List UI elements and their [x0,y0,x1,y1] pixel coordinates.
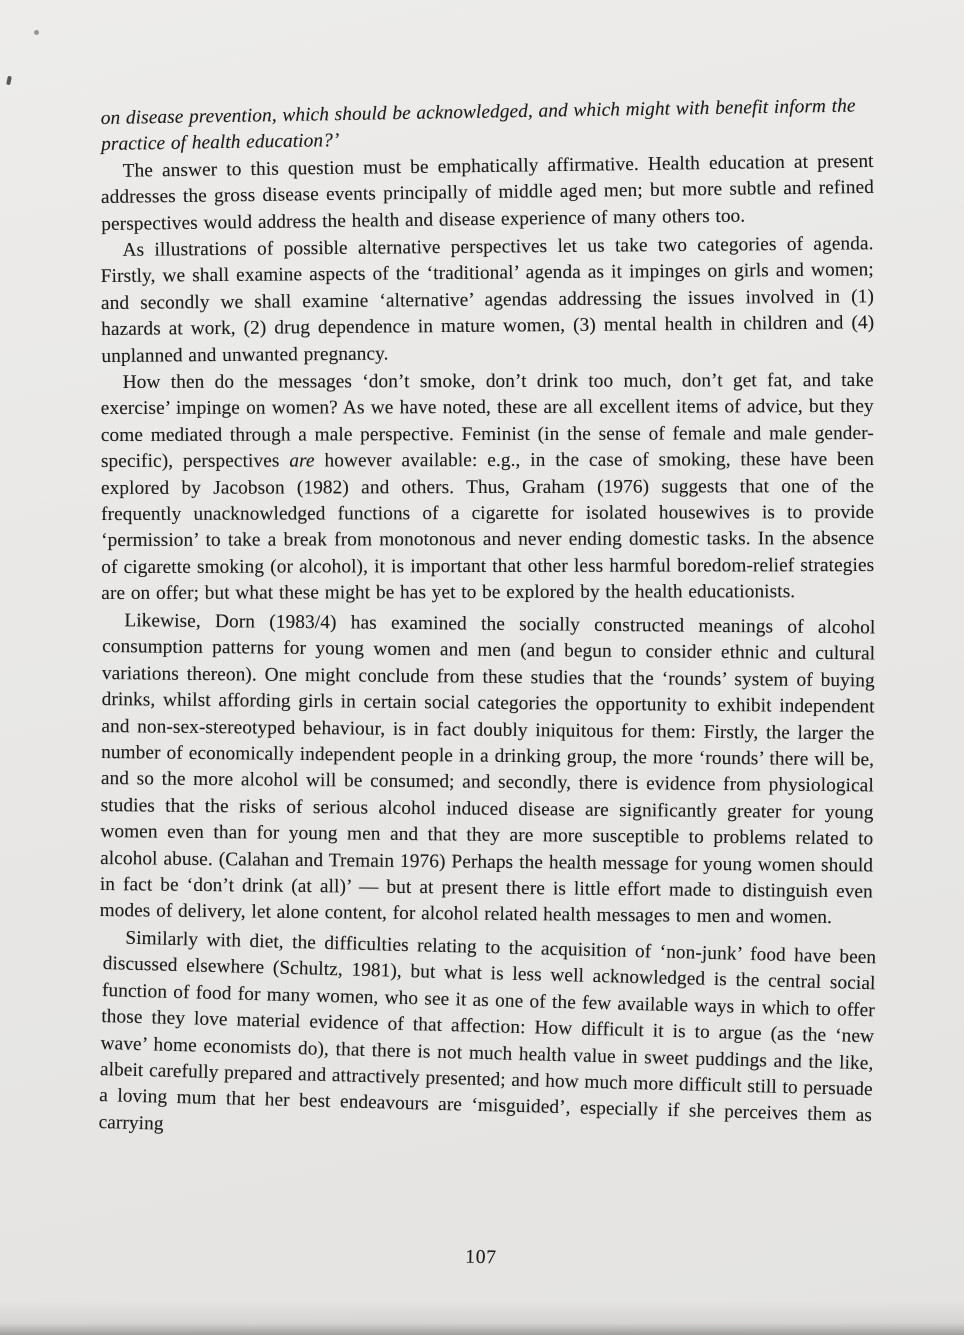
opening-quote-paragraph: on disease prevention, which should be acknowledged, and which might with benefit inform the practice of health education?’ [100,95,856,156]
paragraph-illustrations: As illustrations of possible alternative perspectives let us take two categories of agenda. Firstly, we shall examine aspects of the ‘traditional’ agenda as it impinges on girls and women; and secondly we shall examine ‘alternative’ agendas addressing the issues involved in (1) hazards at work, (2) drug dependence in mature women, (3) mental health in children and (4) unplanned and unwanted pregnancy. [100,233,875,367]
page-number: 107 [464,1246,498,1269]
emphasized-word-are: are [289,450,315,472]
scan-speck-icon [34,30,39,35]
paragraph-answer: The answer to this question must be emphatically affirmative. Health education at present addresses the gross disease events principally of middle aged men; but more subtle and refined perspectives would address the health and disease experience of many others too. [100,150,875,235]
paragraph-messages-rest: however available: e.g., in the case of smoking, these have been explored by Jacobson (1982) and others. Thus, Graham (1976) suggests that one of the frequently unacknowledged functions of a cigarette for isolated housewives is to provide ‘permission’ to take a break from monotonous and never ending domestic tasks. In the absence of cigarette smoking (or alcohol), it is important that other less harmful boredom-relief strategies are on offer; but what these might be has yet to be explored by the health educationists. [100,449,875,605]
scan-speck-icon [6,76,12,86]
paragraph-alcohol: Likewise, Dorn (1983/4) has examined the socially constructed meanings of alcohol consumption patterns for young women and men (and begun to consider ethnic and cultural variations thereon). One might conclude from these studies that the ‘rounds’ system of buying drinks, whilst affording girls in certain social categories the opportunity to exhibit independent and non-sex-stereotyped behaviour, is in fact doubly iniquitous for them: Firstly, the larger the number of economically independent people in a drinking group, the more ‘rounds’ there will be, and so the more alcohol will be consumed; and secondly, there is evidence from physiological studies that the risks of serious alcohol induced disease are significantly greater for young women even than for young men and that they are more susceptible to problems related to alcohol abuse. (Calahan and Tremain 1976) Perhaps the health message for young women should in fact be ‘don’t drink (at all)’ — but at present there is little effort made to distinguish even modes of delivery, let alone content, for alcohol related health messages to men and women. [99,609,876,929]
page-text-block [98,95,877,1136]
paragraph-messages-lead: How then do the messages ‘don’t smoke, don’t drink too much, don’t get fat, and take exercise’ impinge on women? As we have noted, these are all excellent items of advice, but they come mediated through a male perspective. Feminist (in the sense of female and male gender-specific), perspectives [100,370,874,473]
paragraph-diet: Similarly with diet, the difficulties relating to the acquisition of ‘non-junk’ food have been discussed elsewhere (Schultz, 1981), but what is less well acknowledged is the central social function of food for many women, who see it as one of the few available ways in which to offer those they love material evidence of that affection: How difficult it is to argue (as the ‘new wave’ home economists do), that there is not much health value in sweet puddings and the like, albeit carefully prepared and attractively presented; and how much more difficult still to persuade a loving mum that her best endeavours are ‘misguided’, especially if she perceives them as carrying [98,927,877,1135]
paragraph-messages [101,368,875,608]
